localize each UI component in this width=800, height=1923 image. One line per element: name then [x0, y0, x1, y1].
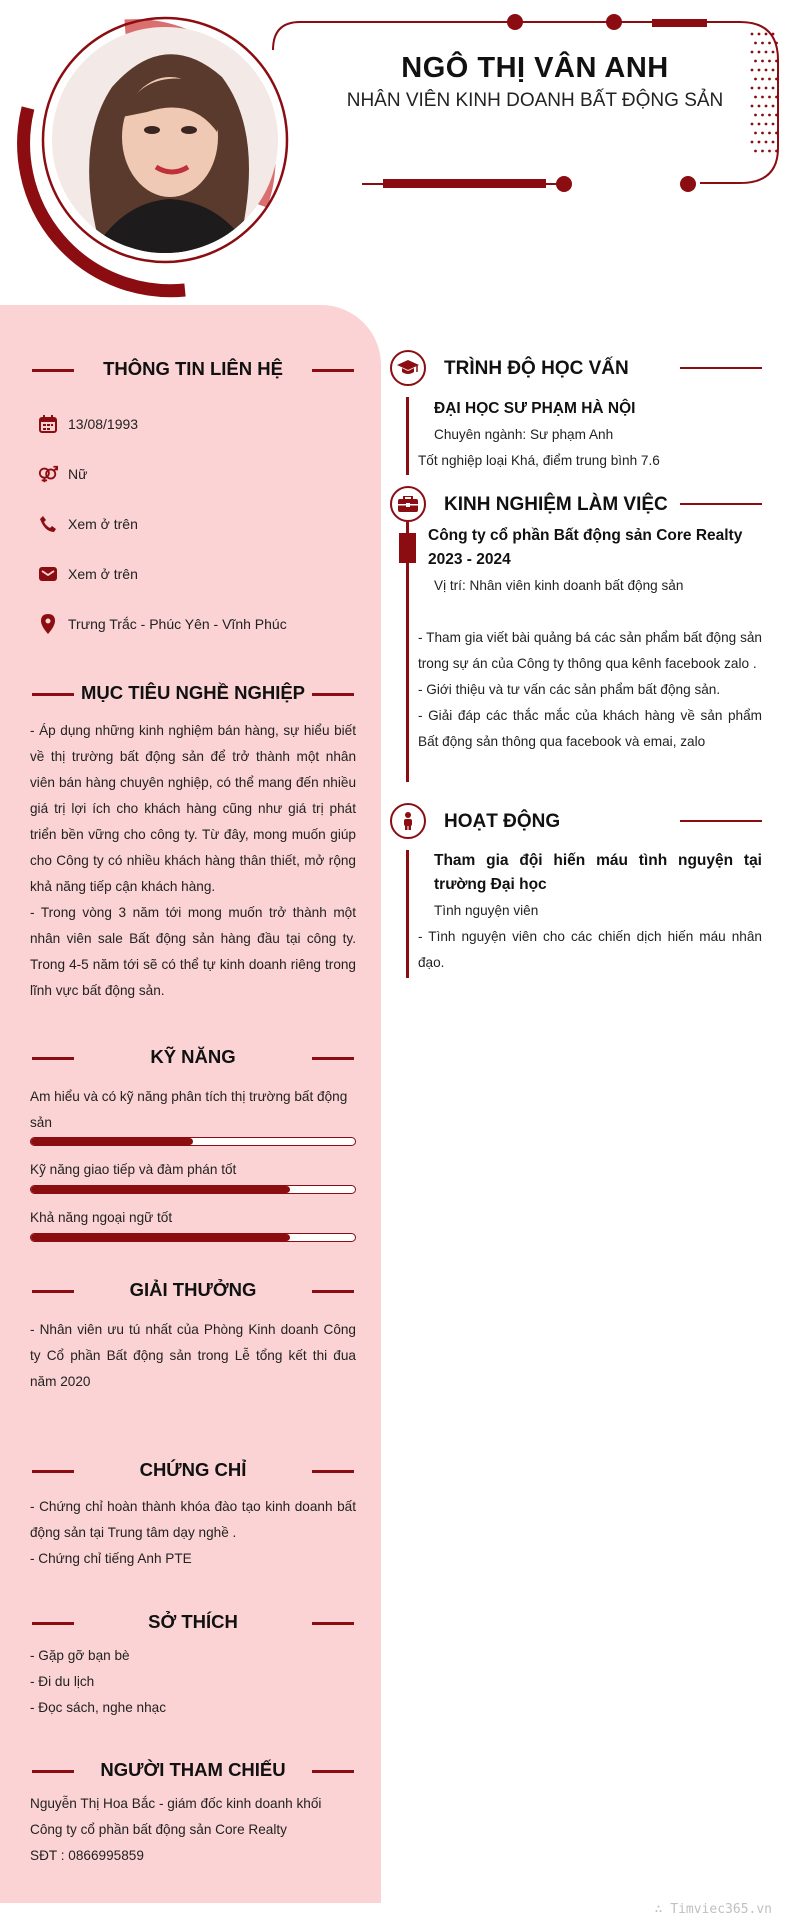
experience-timeline-marker [399, 533, 416, 563]
experience-duty-1: - Tham gia viết bài quảng bá các sản phẩm bất động sản trong sự án của Công ty thông qua kênh facebook zalo . [418, 630, 762, 671]
contact-phone: Xem ở trên [68, 516, 138, 532]
hobby-item-3: - Đọc sách, nghe nhạc [30, 1700, 167, 1715]
certificates-text [30, 1494, 356, 1572]
activities-title: HOẠT ĐỘNG [444, 811, 561, 832]
contact-row-birthday [38, 412, 138, 436]
contact-section-header [30, 355, 356, 385]
skill-label-1: Am hiểu và có kỹ năng phân tích thị trường bất động sản [30, 1089, 348, 1130]
pattern-dot [768, 132, 771, 135]
pattern-dot [754, 150, 757, 153]
reference-person: Nguyễn Thị Hoa Bắc - giám đốc kinh doanh khối Công ty cổ phần bất động sản Core Realty [30, 1796, 322, 1837]
contact-birthday: 13/08/1993 [68, 416, 139, 432]
reference-phone: SĐT : 0866995859 [30, 1848, 144, 1863]
cv-header [0, 0, 800, 300]
hobby-item-1: - Gặp gỡ bạn bè [30, 1648, 130, 1663]
experience-position: Vị trí: Nhân viên kinh doanh bất động sản [434, 578, 684, 593]
reference-section-header [30, 1756, 356, 1786]
pattern-dot [775, 78, 778, 81]
candidate-name: NGÔ THỊ VÂN ANH [401, 52, 669, 84]
education-result: Tốt nghiệp loại Khá, điểm trung bình 7.6 [418, 453, 660, 468]
frame-dot-2 [606, 14, 622, 30]
objective-section-header [30, 679, 356, 709]
pattern-dot [772, 33, 775, 36]
education-section-header [390, 350, 762, 390]
pattern-dot [751, 33, 754, 36]
hobbies-text [30, 1643, 356, 1721]
skills-title: KỸ NĂNG [150, 1046, 236, 1067]
education-major: Chuyên ngành: Sư phạm Anh [434, 427, 614, 442]
pattern-dot [765, 33, 768, 36]
certificates-section-header [30, 1456, 356, 1486]
objective-paragraph-1: - Áp dụng những kinh nghiệm bán hàng, sự hiểu biết về thị trường bất động sản để trở thành một nhân viên bán hàng chuyên nghiệp, có thể mang đến nhiều giá trị lợi ích cho khách hàng cũng như giá trị phát triển bền vững cho công ty. Từ đây, mong muốn giúp cho Công ty có nhiều khách hàng thân thiết, mở rộng khả năng tiếp cận khách hàng. [30, 723, 356, 894]
skill-label-2: Kỹ năng giao tiếp và đàm phán tốt [30, 1162, 237, 1177]
pattern-dot [775, 132, 778, 135]
experience-company: Công ty cổ phần Bất động sản Core Realty [428, 527, 743, 544]
pattern-dot [775, 150, 778, 153]
contact-row-phone [38, 512, 138, 536]
pattern-dot [772, 69, 775, 72]
hobby-item-2: - Đi du lịch [30, 1674, 95, 1689]
reference-title: NGƯỜI THAM CHIẾU [100, 1759, 286, 1780]
activities-section-header [390, 803, 762, 843]
skill-fill-3 [31, 1234, 290, 1241]
pattern-dot [754, 42, 757, 45]
objective-text [30, 718, 356, 1004]
certificates-title: CHỨNG CHỈ [139, 1459, 247, 1480]
pattern-dot [761, 150, 764, 153]
activity-role: Tình nguyện viên [434, 903, 539, 918]
objective-title: MỤC TIÊU NGHỀ NGHIỆP [80, 682, 306, 703]
email-icon [38, 564, 58, 584]
pattern-dot [761, 42, 764, 45]
skill-fill-1 [31, 1138, 193, 1145]
pattern-dot [758, 123, 761, 126]
frame-bar-top [652, 19, 707, 27]
watermark-text: Timviec365.vn [670, 1902, 772, 1917]
phone-icon [38, 514, 58, 534]
calendar-icon [38, 414, 58, 434]
experience-section-header [390, 486, 762, 526]
contact-address: Trưng Trắc - Phúc Yên - Vĩnh Phúc [68, 616, 287, 632]
pattern-dot [772, 87, 775, 90]
watermark [655, 1902, 772, 1917]
certificate-item-2: - Chứng chỉ tiếng Anh PTE [30, 1551, 192, 1566]
skills-section-header [30, 1043, 356, 1073]
pattern-dot [761, 114, 764, 117]
awards-text: - Nhân viên ưu tú nhất của Phòng Kinh doanh Công ty Cổ phần Bất động sản trong Lễ tổng kết thi đua năm 2020 [30, 1322, 356, 1389]
activities-timeline [406, 850, 409, 978]
frame-dot-4 [680, 176, 696, 192]
graduation-cap-icon [390, 350, 426, 386]
pattern-dot [754, 114, 757, 117]
frame-bar-bottom [383, 179, 546, 188]
pattern-dot [772, 105, 775, 108]
skill-fill-2 [31, 1186, 290, 1193]
frame-dot-1 [507, 14, 523, 30]
experience-title: KINH NGHIỆM LÀM VIỆC [444, 494, 668, 515]
contact-title: THÔNG TIN LIÊN HỆ [103, 358, 283, 379]
awards-section-header [30, 1276, 356, 1306]
contact-row-gender [38, 462, 87, 486]
skill-bar-3 [30, 1233, 356, 1242]
pattern-dot [772, 51, 775, 54]
education-timeline [406, 397, 409, 475]
skill-bar-1 [30, 1137, 356, 1146]
experience-duties [418, 625, 762, 755]
pattern-dot [758, 87, 761, 90]
reference-text [30, 1791, 356, 1869]
hobbies-section-header [30, 1608, 356, 1638]
watermark-logo-icon: ∴ [654, 1902, 671, 1917]
objective-paragraph-2: - Trong vòng 3 năm tới mong muốn trở thành một nhân viên sale Bất động sản hàng đầu tại công ty. Trong 4-5 năm tới sẽ có thể tự kinh doanh riêng trong lĩnh vực bất động sản. [30, 905, 356, 998]
pattern-dot [768, 150, 771, 153]
experience-duty-3: - Giải đáp các thắc mắc của khách hàng về sản phẩm Bất động sản thông qua facebook và emai, zalo [418, 708, 762, 749]
education-title: TRÌNH ĐỘ HỌC VẤN [444, 358, 629, 379]
pattern-dot [768, 114, 771, 117]
gender-icon [38, 464, 58, 484]
skill-bar-2 [30, 1185, 356, 1194]
candidate-job-title: NHÂN VIÊN KINH DOANH BẤT ĐỘNG SẢN [346, 90, 724, 111]
experience-duty-2: - Giới thiệu và tư vấn các sản phẩm bất động sản. [418, 682, 721, 697]
contact-gender: Nữ [68, 466, 88, 482]
experience-period: 2023 - 2024 [428, 551, 511, 568]
pattern-dot [772, 141, 775, 144]
pattern-dot [751, 123, 754, 126]
briefcase-icon [390, 486, 426, 522]
pattern-dot [751, 141, 754, 144]
pattern-dot [758, 141, 761, 144]
skill-label-3: Khả năng ngoại ngữ tốt [30, 1210, 173, 1225]
contact-row-address [38, 612, 287, 636]
pattern-dot [775, 42, 778, 45]
pattern-dot [772, 123, 775, 126]
profile-photo [52, 27, 278, 253]
pattern-dot [768, 42, 771, 45]
pattern-dot [775, 60, 778, 63]
contact-email: Xem ở trên [68, 566, 138, 582]
pattern-dot [775, 114, 778, 117]
pattern-dot [765, 141, 768, 144]
education-school: ĐẠI HỌC SƯ PHẠM HÀ NỘI [434, 400, 636, 417]
pattern-dot [751, 87, 754, 90]
contact-row-email [38, 562, 138, 586]
pattern-dot [775, 96, 778, 99]
person-icon [390, 803, 426, 839]
activity-name: Tham gia đội hiến máu tình nguyện tại trường Đại học [434, 852, 762, 893]
pattern-dot [754, 132, 757, 135]
awards-title: GIẢI THƯỞNG [129, 1279, 257, 1300]
pattern-dot [765, 87, 768, 90]
certificate-item-1: - Chứng chỉ hoàn thành khóa đào tạo kinh doanh bất động sản tại Trung tâm dạy nghề . [30, 1499, 356, 1540]
pattern-dot [761, 132, 764, 135]
pattern-dot [758, 33, 761, 36]
pattern-dot [765, 123, 768, 126]
activity-description: - Tình nguyện viên cho các chiến dịch hiến máu nhân đạo. [418, 929, 762, 970]
frame-dot-3 [556, 176, 572, 192]
hobbies-title: SỞ THÍCH [148, 1611, 238, 1632]
location-icon [38, 614, 58, 634]
